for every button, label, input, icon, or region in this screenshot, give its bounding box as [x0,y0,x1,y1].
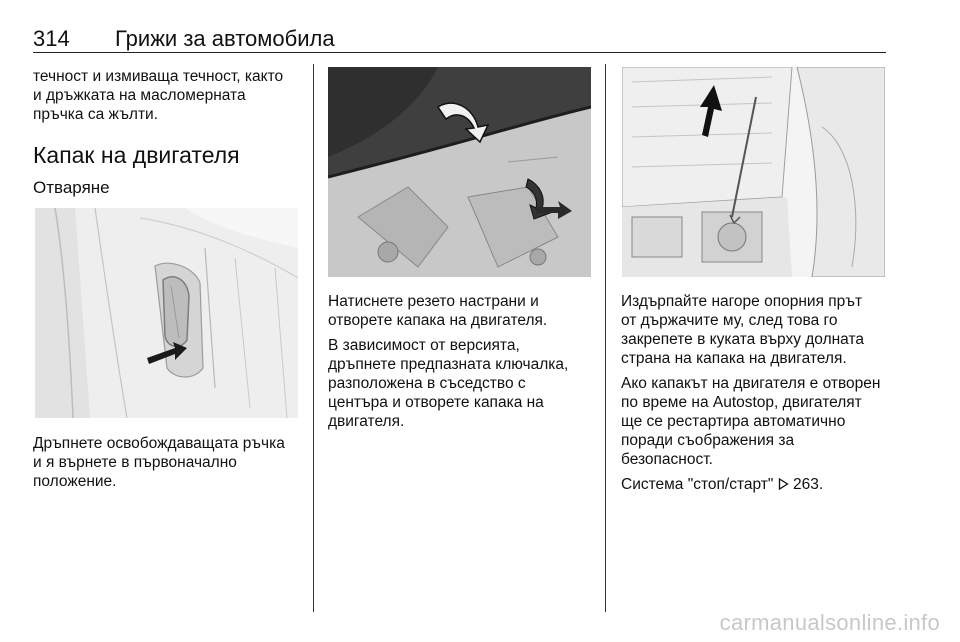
text-line: двигателя. [328,413,405,430]
text-line: дръпнете предпазната ключалка, [328,356,569,373]
subheading: Отваряне [33,178,110,197]
figure-caption [33,434,285,491]
text-line: центъра и отворете капака на [328,394,544,411]
text-line: пръчка са жълти. [33,106,159,123]
triangle-right-icon [778,476,789,495]
page-number: 314 [33,26,70,51]
text-line: ще се рестартира автоматично [621,413,846,430]
text-line: отворете капака на двигателя. [328,312,548,329]
text-line: В зависимост от версията, [328,337,520,354]
cross-reference [621,475,880,495]
column2-text [328,292,568,437]
text-line: течност и измиваща течност, както [33,68,284,85]
text-line: закрепете в куката върху долната [621,331,865,348]
release-lever-illustration [35,208,298,418]
text-line: положение. [33,473,117,490]
text-line: и я върнете в първоначално [33,454,237,471]
text-line: безопасност. [621,451,713,468]
watermark: carmanualsonline.info [719,610,940,635]
text-line: Ако капакът на двигателя е отворен [621,375,881,392]
text-line: Натиснете резето настрани и [328,293,539,310]
paragraph [621,374,880,469]
text-line: и дръжката на масломерната [33,87,246,104]
column3-text [621,292,880,501]
text-line: поради съображения за [621,432,795,449]
reference-page-link[interactable]: 263. [793,476,824,493]
support-rod-illustration [622,67,885,277]
text-line: по време на Autostop, двигателят [621,394,862,411]
text-line: от държачите му, след това го [621,312,838,329]
paragraph [621,292,880,368]
text-line: страна на капака на двигателя. [621,350,847,367]
column-divider [605,64,606,612]
text-line: разположена в съседство с [328,375,526,392]
page-header [33,24,886,53]
text-line: Издърпайте нагоре опорния прът [621,293,863,310]
intro-paragraph [33,67,283,124]
paragraph [328,336,568,431]
paragraph [328,292,568,330]
column-divider [313,64,314,612]
chapter-title: Грижи за автомобила [115,26,335,51]
bonnet-latch-illustration [328,67,591,277]
text-line: Дръпнете освобождаващата ръчка [33,435,285,452]
section-heading: Капак на двигателя [33,142,240,168]
reference-label: Система "стоп/старт" [621,476,778,493]
